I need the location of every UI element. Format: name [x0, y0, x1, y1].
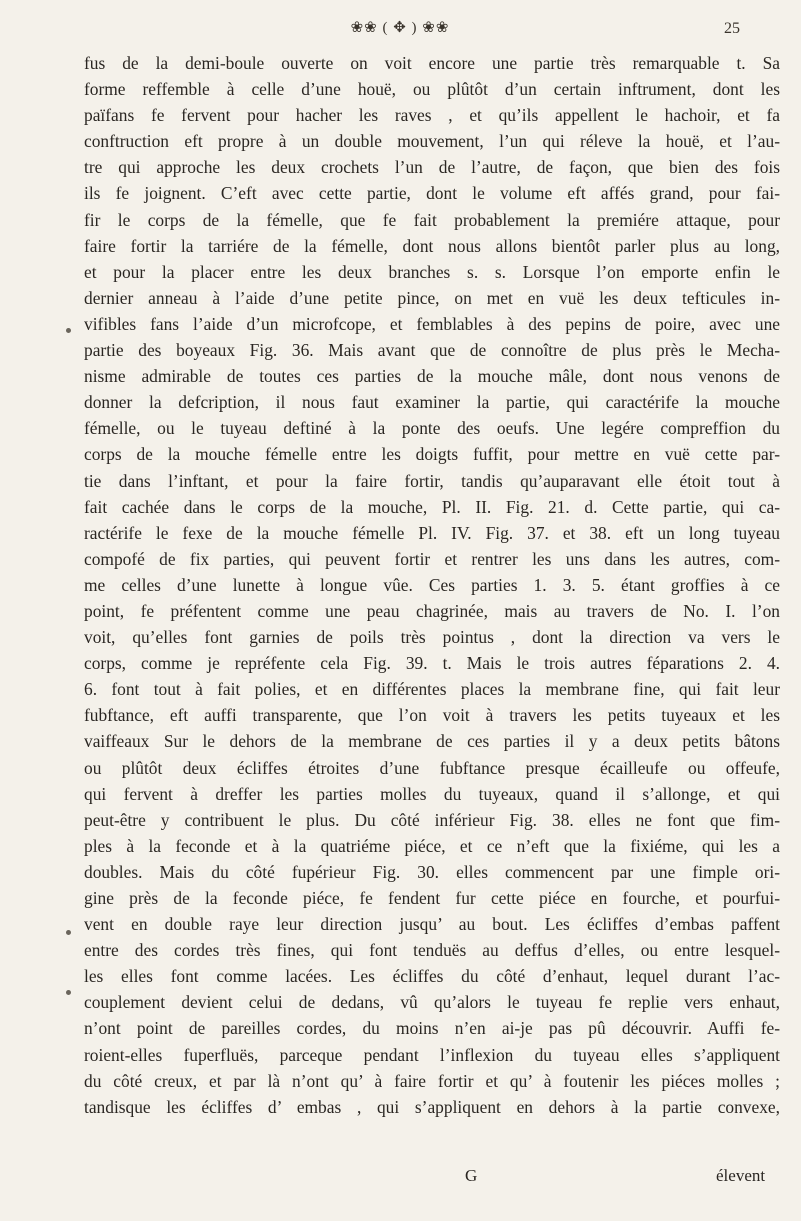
margin-speck — [66, 930, 71, 935]
text-line: païfans fe fervent pour hacher les raves , et qu’ils appellent le hachoir, et fa — [84, 105, 780, 126]
text-line: me celles d’une lunette à longue vûe. Ces parties 1. 3. 5. étant groffies à ce — [84, 574, 780, 595]
text-line: compofé de fix parties, qui peuvent fortir et rentrer les uns dans les autres, com- — [84, 548, 780, 569]
text-line: couplement devient celui de dedans, vû qu’alors le tuyeau fe replie vers enhaut, — [84, 992, 780, 1013]
text-line: voit, qu’elles font garnies de poils très pointus , dont la direction va vers le — [84, 627, 780, 648]
text-line: 6. font tout à fait polies, et en différentes places la membrane fine, qui fait leur — [84, 679, 780, 700]
text-line: ils fe joignent. C’eft avec cette partie, dont le volume eft affés grand, pour fai- — [84, 183, 780, 204]
text-line: et pour la placer entre les deux branches s. s. Lorsque l’on emporte enfin le — [84, 261, 780, 282]
body-text — [84, 50, 780, 1120]
page-number: 25 — [724, 20, 740, 37]
text-line: roient-elles fuperfluës, parceque pendant l’inflexion du tuyeau elles s’appliquent — [84, 1044, 780, 1065]
text-line: ractérife le fexe de la mouche fémelle Pl. IV. Fig. 37. et 38. eft un long tuyeau — [84, 522, 780, 543]
text-line: point, fe préfentent comme une peau chagrinée, mais au travers de No. I. l’on — [84, 600, 780, 621]
running-header — [0, 18, 801, 44]
text-line: ples à la feconde et à la quatriéme piéce, et ce n’eft que la fixiéme, qui les a — [84, 835, 780, 856]
catchword: élevent — [716, 1166, 766, 1185]
margin-speck — [66, 328, 71, 333]
text-line: donner la defcription, il nous faut examiner la partie, qui caractérife la mouche — [84, 392, 780, 413]
text-line: gine près de la feconde piéce, fe fendent fur cette piéce en fourche, et pourfui- — [84, 888, 780, 908]
text-line: tre qui approche les deux crochets l’un de l’autre, de façon, que bien des fois — [84, 157, 780, 178]
text-line: nisme admirable de toutes ces parties de la mouche mâle, dont nous venons de — [84, 366, 780, 387]
text-line: corps de la mouche fémelle entre les doigts fuffit, pour mettre en vuë cette par- — [84, 444, 780, 465]
text-line: vaiffeaux Sur le dehors de la membrane de ces parties il y a deux petits bâtons — [84, 731, 780, 752]
text-line: du côté creux, et par là n’ont qu’ à faire fortir et qu’ à foutenir les piéces molles ; — [84, 1070, 780, 1091]
text-line: tandisque les écliffes d’ embas , qui s’appliquent en dehors à la partie convexe, — [84, 1096, 780, 1117]
text-line: vent en double raye leur direction jusqu’ au bout. Les écliffes d’embas paffent — [84, 914, 780, 935]
text-line: ou plûtôt deux écliffes étroites d’une fubftance presque écailleufe ou offeufe, — [84, 757, 780, 778]
signature-mark: G — [465, 1166, 478, 1185]
text-line: entre des cordes très fines, qui font tenduës au deffus d’elles, ou entre lesquel- — [84, 940, 780, 961]
text-line: corps, comme je repréfente cela Fig. 39. t. Mais le trois autres féparations 2. 4. — [84, 653, 780, 674]
margin-speck — [66, 990, 71, 995]
text-line: peut-être y contribuent le plus. Du côté inférieur Fig. 38. elles ne font que fim- — [84, 809, 780, 830]
page-footer — [0, 1166, 801, 1190]
text-line: tie dans l’inftant, et pour la faire fortir, tandis qu’auparavant elle étoit tout à — [84, 470, 780, 491]
text-line: dernier anneau à l’aide d’une petite pince, on met en vuë les deux tefticules in- — [84, 287, 780, 308]
text-line: fubftance, eft auffi transparente, que l’on voit à travers les petits tuyeaux et les — [84, 705, 780, 726]
text-line: vifibles fans l’aide d’un microfcope, et femblables à des pepins de poire, avec une — [84, 313, 780, 334]
text-line: conftruction eft propre à un double mouvement, l’un qui réleve la houë, et l’au- — [84, 131, 780, 152]
text-line: faire fortir la tarriére de la fémelle, dont nous allons bientôt parler plus au long, — [84, 235, 780, 256]
text-line: partie des boyeaux Fig. 36. Mais avant que de connoître de plus près le Mecha- — [84, 340, 780, 361]
text-line: fus de la demi-boule ouverte on voit encore une partie très remarquable t. Sa — [84, 53, 780, 73]
text-line: doubles. Mais du côté fupérieur Fig. 30. elles commencent par une fimple ori- — [84, 861, 780, 882]
header-ornament: ❀❀ ( ✥ ) ❀❀ — [350, 20, 450, 36]
text-line: fir le corps de la fémelle, que fe fait probablement la premiére attaque, pour — [84, 209, 780, 230]
text-line: qui fervent à dreffer les parties molles du tuyeaux, quand il s’allonge, et qui — [84, 783, 780, 804]
text-line: forme reffemble à celle d’une houë, ou plûtôt d’un certain inftrument, dont les — [84, 79, 780, 100]
text-line: n’ont point de pareilles cordes, du moins n’en ai-je pas pû découvrir. Auffi fe- — [84, 1018, 780, 1039]
text-line: fait cachée dans le corps de la mouche, Pl. II. Fig. 21. d. Cette partie, qui ca- — [84, 496, 780, 517]
text-line: fémelle, ou le tuyeau deftiné à la ponte des oeufs. Une legére compreffion du — [84, 418, 780, 439]
text-line: les elles font comme lacées. Les écliffes du côté d’enhaut, lequel durant l’ac- — [84, 966, 780, 987]
